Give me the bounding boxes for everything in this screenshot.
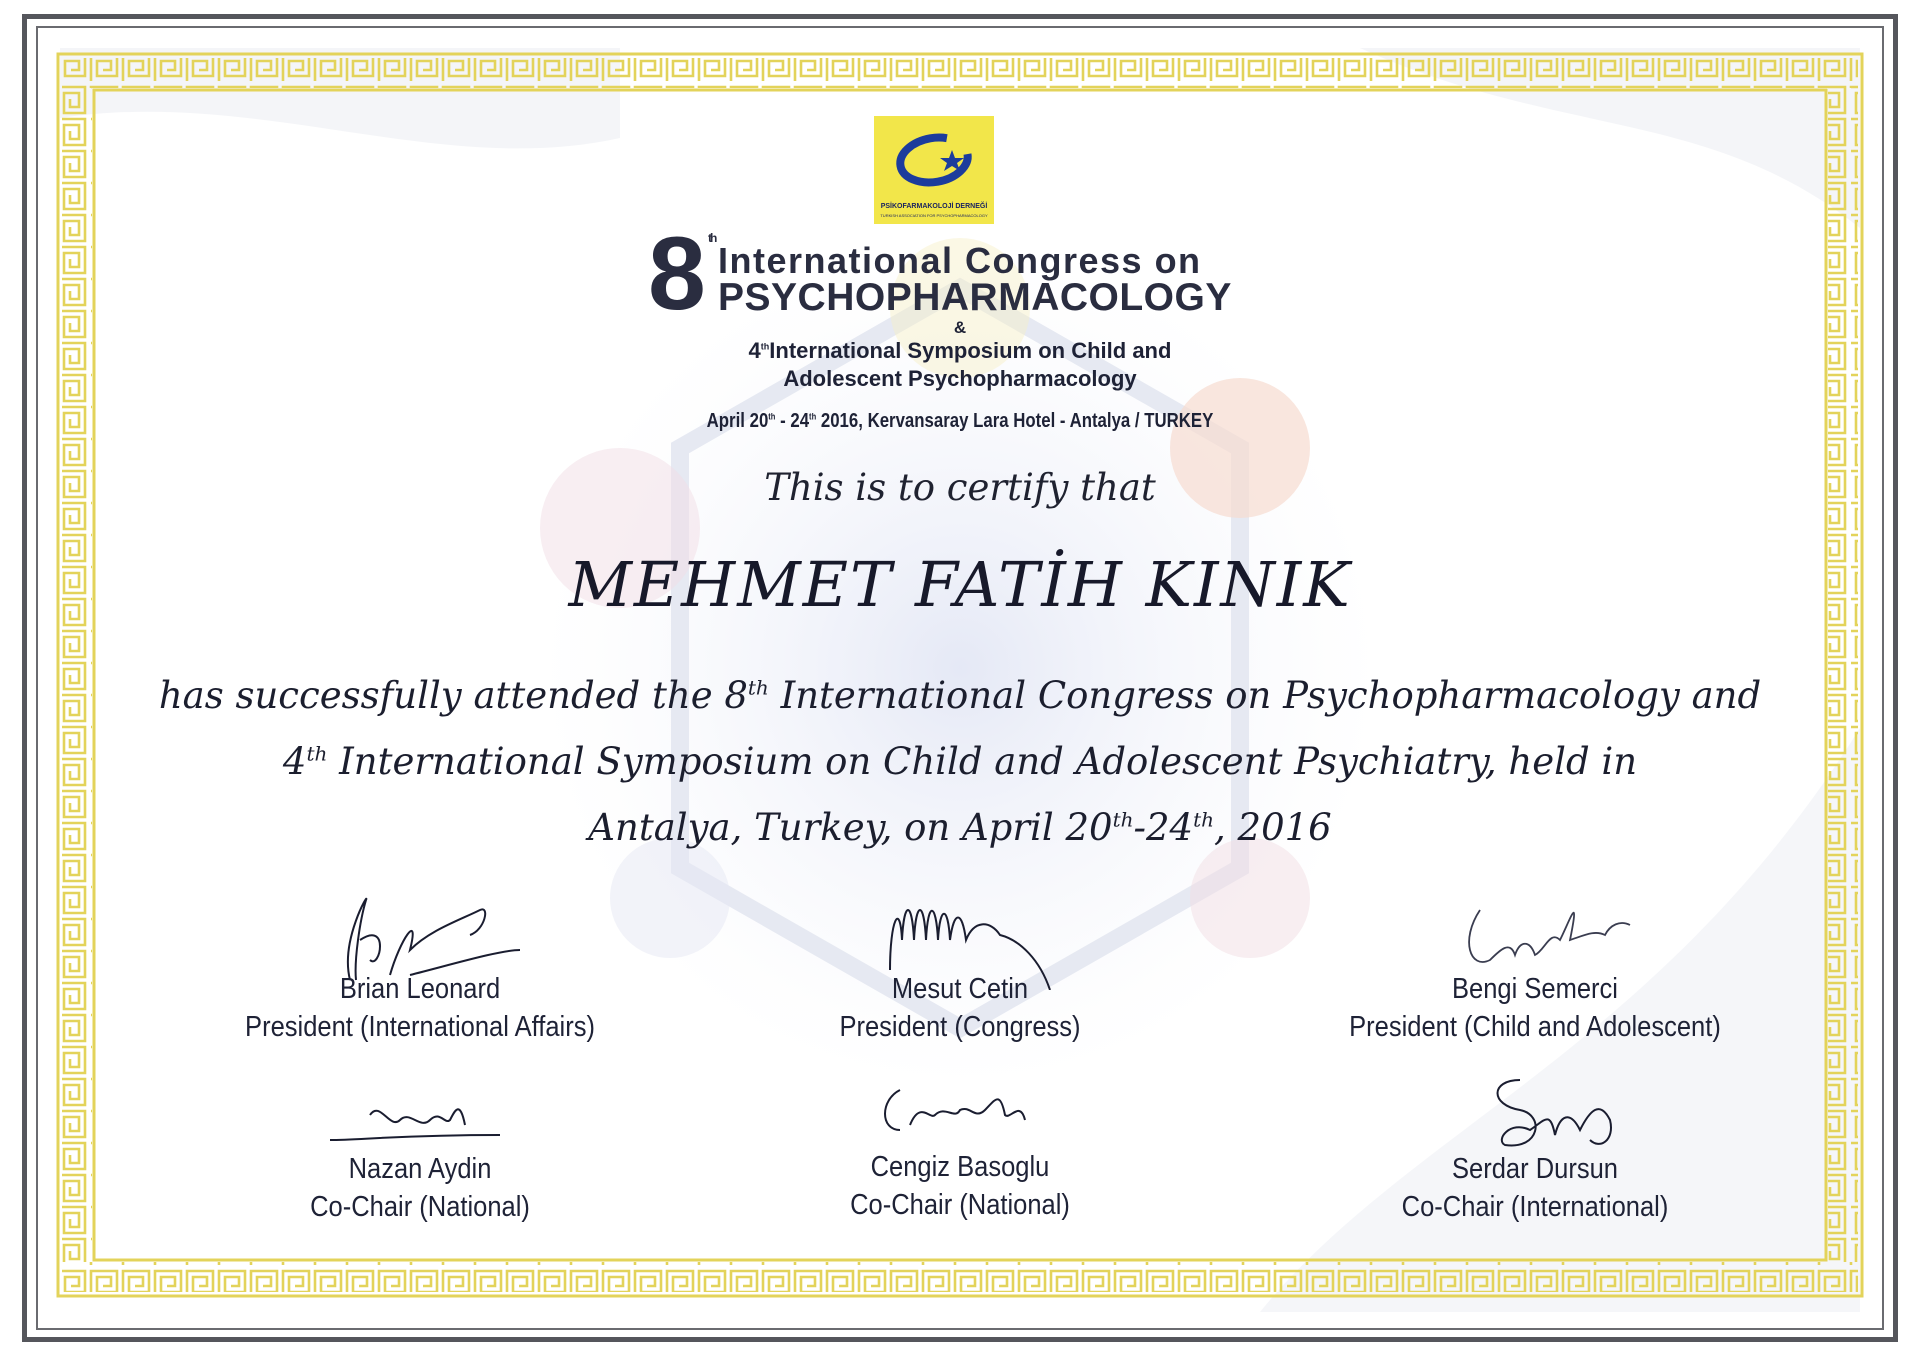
logo-org-name: PSİKOFARMAKOLOJİ DERNEĞİ xyxy=(880,203,988,210)
ampersand: & xyxy=(953,318,967,337)
ordinal-digit: 8 xyxy=(648,216,704,332)
body-text: , 2016 xyxy=(1214,806,1332,849)
symposium-line-2: Adolescent Psychopharmacology xyxy=(783,366,1137,391)
congress-title xyxy=(648,216,1288,332)
ordinal-number xyxy=(648,216,716,332)
signatory-2 xyxy=(730,880,1190,1050)
body-sup: th xyxy=(1193,807,1215,832)
event-date-venue xyxy=(154,410,1767,433)
symposium-line-1 xyxy=(0,338,1920,364)
ordinal-suffix: th xyxy=(708,231,716,245)
body-line-2 xyxy=(0,740,1920,783)
signatory-role: Co-Chair (National) xyxy=(850,1189,1070,1221)
signatory-4 xyxy=(190,1060,650,1230)
body-text: has successfully attended the 8 xyxy=(158,674,748,717)
signatory-role: President (Child and Adolescent) xyxy=(1349,1011,1721,1043)
body-text: International Congress on Psychopharmacology and xyxy=(768,674,1762,717)
symposium-suffix: th xyxy=(760,341,770,352)
signatory-6 xyxy=(1300,1060,1770,1230)
signatory-3 xyxy=(1300,880,1770,1050)
signatory-name: Mesut Cetin xyxy=(891,973,1029,1005)
signatory-role: Co-Chair (National) xyxy=(310,1191,530,1223)
certify-intro: This is to certify that xyxy=(764,466,1156,509)
body-text: Antalya, Turkey, on April 20 xyxy=(588,806,1113,849)
date-end-suffix: th xyxy=(809,411,817,422)
signatory-role: President (Congress) xyxy=(839,1011,1081,1043)
signature-nazan-aydin xyxy=(300,1080,540,1160)
date-start-suffix: th xyxy=(768,411,776,422)
body-sup: th xyxy=(747,675,769,700)
date-sep: - 24 xyxy=(775,410,810,432)
body-line-1 xyxy=(0,674,1920,717)
recipient-name: MEHMET FATİH KINIK xyxy=(568,548,1352,621)
signatory-name: Bengi Semerci xyxy=(1452,973,1618,1005)
date-start: April 20 xyxy=(706,410,769,432)
date-venue: 2016, Kervansaray Lara Hotel - Antalya / TURKEY xyxy=(816,410,1214,432)
signatory-role: Co-Chair (International) xyxy=(1401,1191,1669,1223)
title-line-1: International Congress on xyxy=(718,240,1202,281)
body-text: International Symposium on Child and Adolescent Psychiatry, held in xyxy=(327,740,1638,783)
association-logo xyxy=(874,116,994,224)
signatory-name: Cengiz Basoglu xyxy=(870,1151,1050,1183)
signatory-name: Brian Leonard xyxy=(339,973,501,1005)
signatory-5 xyxy=(730,1060,1190,1230)
signatory-1 xyxy=(190,880,650,1050)
signatory-name: Serdar Dursun xyxy=(1452,1153,1618,1185)
body-line-3 xyxy=(0,806,1920,849)
signatory-name: Nazan Aydin xyxy=(348,1153,492,1185)
logo-org-name-en: TURKISH ASSOCIATION FOR PSYCHOPHARMACOLOGY xyxy=(880,213,988,218)
title-line-2: PSYCHOPHARMACOLOGY xyxy=(718,276,1232,319)
body-sup: th xyxy=(306,741,328,766)
symposium-text: International Symposium on Child and xyxy=(769,338,1172,363)
symposium-number: 4 xyxy=(748,338,761,363)
body-sup: th xyxy=(1112,807,1134,832)
body-text: -24 xyxy=(1133,806,1194,849)
signature-cengiz-basoglu xyxy=(860,1060,1080,1160)
signatory-role: President (International Affairs) xyxy=(245,1011,595,1043)
body-text: 4 xyxy=(282,740,307,783)
